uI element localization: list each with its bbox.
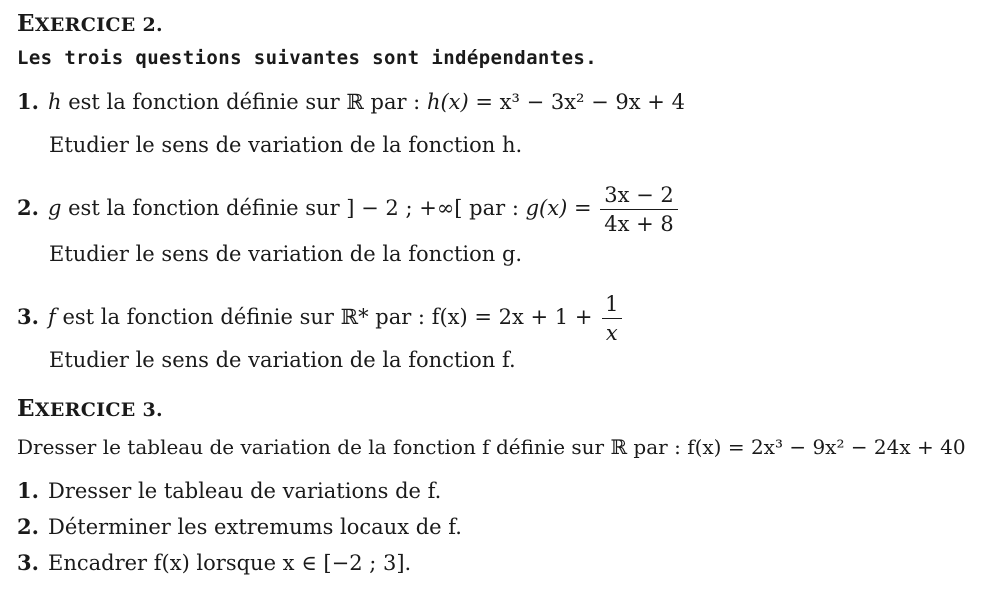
exercise-3-item <box>17 478 441 504</box>
exercise-3-item-3-text: Encadrer f(x) lorsque x ∈ [−2 ; 3]. <box>48 551 412 575</box>
exercise-3-item <box>17 514 462 540</box>
question-2-variable: g <box>48 196 62 220</box>
question-1-statement <box>17 89 685 115</box>
question-1-lhs: h(x) = <box>426 90 500 114</box>
question-3-fraction <box>601 290 622 347</box>
question-2-numerator: 3x − 2 <box>604 183 674 207</box>
question-2-denominator: 4x + 8 <box>600 209 678 238</box>
exercise-2-intro: Les trois questions suivantes sont indépendantes. <box>17 47 598 69</box>
question-3-denominator: x <box>602 318 622 347</box>
exercise-3-intro-text: Dresser le tableau de variation de la fonction f définie sur ℝ par : <box>17 435 688 459</box>
exercise-3-item-1-text: Dresser le tableau de variations de f. <box>48 479 442 503</box>
exercise-3-title <box>17 396 163 423</box>
exercise-3-item <box>17 550 411 576</box>
question-2-number: 2. <box>17 195 39 220</box>
exercise-3-item-1-number: 1. <box>17 478 39 503</box>
question-2-text: est la fonction définie sur ] − 2 ; +∞[ par : <box>61 196 526 220</box>
question-2-task: Etudier le sens de variation de la fonction g. <box>49 242 523 266</box>
question-1-number: 1. <box>17 89 39 114</box>
exercise-3-item-2-number: 2. <box>17 514 39 539</box>
exercise-2-title-rest: XERCICE 2. <box>34 14 163 36</box>
exercise-3-formula: f(x) = 2x³ − 9x² − 24x + 40 <box>687 435 966 459</box>
question-3-number: 3. <box>17 304 39 329</box>
exercise-3-title-initial: E <box>17 395 35 422</box>
question-3-statement <box>17 287 624 347</box>
exercise-3-intro <box>17 434 966 460</box>
exercise-2-title-initial: E <box>17 10 35 37</box>
exercise-2-title <box>17 11 163 38</box>
exercise-3-item-2-text: Déterminer les extremums locaux de f. <box>48 515 462 539</box>
question-3-lhs: f(x) = 2x + 1 + <box>431 305 600 329</box>
exercise-3-item-3-number: 3. <box>17 550 39 575</box>
question-2-statement <box>17 178 680 238</box>
question-3-task: Etudier le sens de variation de la fonction f. <box>49 348 516 372</box>
question-3-text: est la fonction définie sur ℝ* par : <box>55 305 432 329</box>
question-1-task: Etudier le sens de variation de la fonction h. <box>49 133 523 157</box>
question-3-numerator: 1 <box>605 292 619 316</box>
question-2-lhs: g(x) = <box>525 196 599 220</box>
question-2-fraction <box>600 181 678 238</box>
question-1-formula: x³ − 3x² − 9x + 4 <box>499 90 685 114</box>
question-1-variable: h <box>48 90 62 114</box>
exercise-3-title-rest: XERCICE 3. <box>34 399 163 421</box>
question-1-text: est la fonction définie sur ℝ par : <box>61 90 427 114</box>
question-3-variable: f <box>48 305 56 329</box>
